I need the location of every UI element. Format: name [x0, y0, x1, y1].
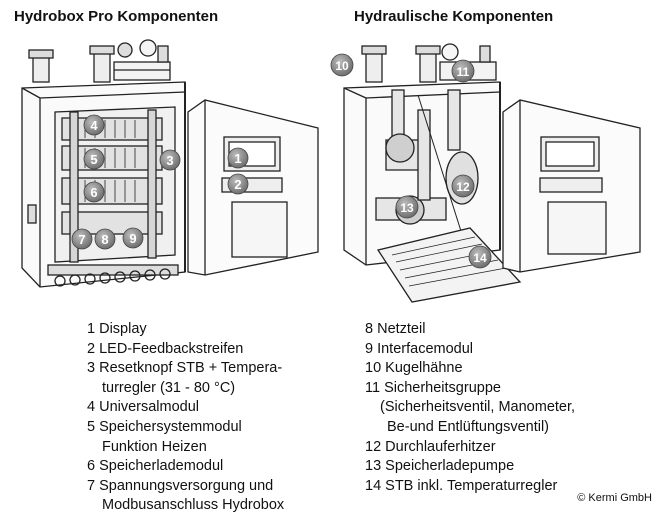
legend-item-7: 7 Spannungsversorgung und: [87, 477, 274, 494]
legend-item-8: 8 Netzteil: [365, 321, 426, 337]
right-figure-title: Hydraulische Komponenten: [354, 8, 554, 25]
copyright-notice: © Kermi GmbH: [577, 492, 652, 504]
marker-9: [123, 228, 143, 248]
legend-item-7-cont: Modbusanschluss Hydrobox: [102, 497, 285, 514]
legend-right: [365, 320, 575, 496]
svg-text:14: 14: [473, 251, 487, 265]
svg-text:3: 3: [166, 153, 174, 168]
legend-item-2: 2 LED-Feedbackstreifen: [87, 340, 244, 357]
legend-item-11: 11 Sicherheitsgruppe: [365, 379, 501, 396]
svg-text:4: 4: [90, 118, 98, 133]
marker-11: [452, 60, 474, 82]
svg-text:7: 7: [78, 232, 86, 247]
legend-item-6: 6 Speicherlademodul: [87, 458, 224, 475]
marker-14: [469, 246, 491, 268]
svg-text:6: 6: [90, 185, 98, 200]
legend-item-9: 9 Interfacemodul: [365, 340, 474, 357]
legend-item-11-cont-a: (Sicherheitsventil, Manometer,: [380, 399, 576, 416]
legend-item-11-cont-b: Be-und Entlüftungsventil): [387, 418, 550, 435]
legend-item-12: 12 Durchlauferhitzer: [365, 438, 496, 455]
marker-2: [228, 174, 248, 194]
svg-text:1: 1: [234, 151, 242, 166]
legend-item-3-cont: turregler (31 - 80 °C): [102, 379, 236, 396]
svg-text:12: 12: [456, 180, 470, 194]
legend-item-1: 1 Display: [87, 321, 147, 337]
top-valves-left: [29, 40, 170, 82]
legend-item-4: 4 Universalmodul: [87, 399, 200, 416]
marker-10: [331, 54, 353, 76]
hydraulics-drawing: [344, 44, 640, 302]
svg-text:8: 8: [101, 232, 109, 247]
svg-text:2: 2: [234, 177, 242, 192]
legend-item-13: 13 Speicherladepumpe: [365, 458, 515, 475]
svg-text:13: 13: [400, 201, 414, 215]
marker-6: [84, 182, 104, 202]
legend-item-3: 3 Resetknopf STB + Tempera-: [87, 360, 283, 377]
svg-text:10: 10: [335, 59, 349, 73]
marker-7: [72, 229, 92, 249]
legend-item-14: 14 STB inkl. Temperaturregler: [365, 477, 558, 494]
left-figure-title: Hydrobox Pro Komponenten: [14, 8, 219, 25]
top-valves-right: [362, 44, 496, 82]
marker-8: [95, 229, 115, 249]
marker-1: [228, 148, 248, 168]
marker-13: [396, 196, 418, 218]
svg-text:5: 5: [90, 152, 98, 167]
legend-item-5-cont: Funktion Heizen: [102, 438, 207, 455]
marker-5: [84, 149, 104, 169]
svg-text:11: 11: [456, 65, 470, 79]
svg-text:9: 9: [129, 231, 137, 246]
legend-item-10: 10 Kugelhähne: [365, 360, 463, 377]
marker-4: [84, 115, 104, 135]
marker-3: [160, 150, 180, 170]
marker-12: [452, 175, 474, 197]
legend-left: [87, 320, 284, 516]
legend-item-5: 5 Speichersystemmodul: [87, 418, 242, 435]
